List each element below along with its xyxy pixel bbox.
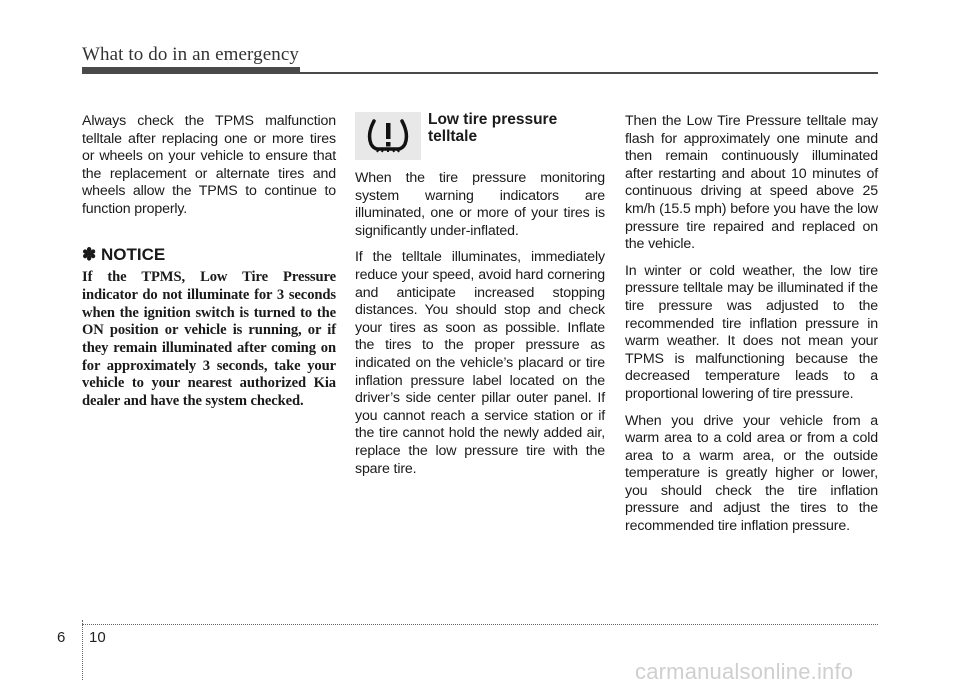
- footer-rule: [82, 624, 878, 625]
- column-1: [82, 113, 336, 411]
- tpms-intro-paragraph: Always check the TPMS malfunction telltale after replacing one or more tires or wheels on your vehicle to ensure that the replacement or alternate tires and wheels allow the TPMS to continue to function properly.: [82, 113, 336, 217]
- page-number: 10: [89, 629, 106, 646]
- notice-body: If the TPMS, Low Tire Pressure indicator do not illuminate for 3 seconds when the ignition switch is turned to the ON position or vehicle is running, or if they remain illuminated after coming on for approximately 3 seconds, take your vehicle to your nearest authorized Kia dealer and have the system checked.: [82, 269, 336, 410]
- column-2: [355, 170, 605, 487]
- telltale-title: Low tire pressure telltale: [428, 111, 558, 145]
- temperature-change-paragraph: When you drive your vehicle from a warm area to a cold area or from a cold area to a warm area, or the outside temperature is greatly higher or lower, you should check the tire inflation pressure and adjust the tires to the recommended tire inflation pressure.: [625, 412, 878, 535]
- column-3: [625, 113, 878, 545]
- notice-title: ✽ NOTICE: [82, 244, 166, 264]
- telltale-paragraph-1: When the tire pressure monitoring system warning indicators are illuminated, one or more of your tires is significantly under-inflated.: [355, 170, 605, 239]
- chapter-number: 6: [57, 629, 66, 646]
- cold-weather-paragraph: In winter or cold weather, the low tire pressure telltale may be illuminated if the tire pressure was adjusted to the recommended tire inflation pressure in warm weather. It does not mean your TPMS is malfunctioning because the decreased temperature leads to a proportional lowering of tire pressure.: [625, 262, 878, 402]
- watermark: carmanualsonline.info: [635, 659, 854, 684]
- header-rule: [82, 72, 878, 74]
- telltale-paragraph-2: If the telltale illuminates, immediately reduce your speed, avoid hard cornering and anticipate increased stopping distances. You should stop and check your tires as soon as possible. Inflate the tires to the proper pressure as indicated on the vehicle’s placard or tire inflation pressure label located on the driver’s side center pillar outer panel. If you cannot reach a service station or if the tire cannot hold the newly added air, replace the low pressure tire with the spare tire.: [355, 249, 605, 477]
- tire-pressure-warning-icon: [355, 112, 421, 160]
- footer-divider: [82, 620, 83, 680]
- flash-paragraph: Then the Low Tire Pressure telltale may flash for approximately one minute and then remain continuously illuminated after restarting and about 10 minutes of continuous driving at speed above 25 km/h (15.5 mph) before you have the low pressure tire repaired and replaced on the vehicle.: [625, 113, 878, 253]
- section-header: What to do in an emergency: [82, 44, 299, 65]
